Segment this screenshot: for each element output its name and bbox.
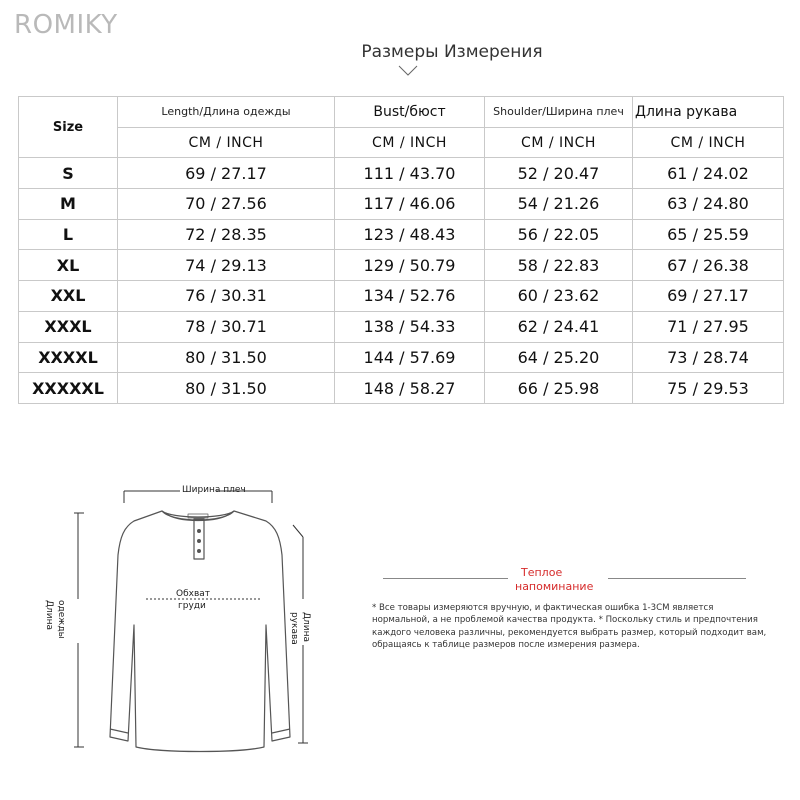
length-measure-line <box>74 513 84 747</box>
table-row <box>19 250 784 281</box>
length-cell: 70 / 27.56 <box>118 189 335 220</box>
page-title: Размеры Измерения <box>361 42 543 62</box>
length-cell: 78 / 30.71 <box>118 311 335 342</box>
shoulder-cell: 52 / 20.47 <box>485 158 633 189</box>
table-row <box>19 281 784 312</box>
size-chart-table <box>18 96 784 404</box>
header-shoulder: Shoulder/Ширина плеч <box>485 97 633 128</box>
sleeve-label-line1: Длина <box>301 612 311 643</box>
bust-cell: 134 / 52.76 <box>335 281 485 312</box>
sleeve-label-line2: рукава <box>289 612 299 645</box>
length-cell: 80 / 31.50 <box>118 373 335 404</box>
length-label-line1: Длина <box>44 600 54 631</box>
length-cell: 72 / 28.35 <box>118 219 335 250</box>
reminder-title-line2: напоминание <box>515 580 594 593</box>
shoulder-cell: 66 / 25.98 <box>485 373 633 404</box>
table-row <box>19 373 784 404</box>
size-cell: XXL <box>19 281 118 312</box>
shoulder-cell: 58 / 22.83 <box>485 250 633 281</box>
size-cell: XXXL <box>19 311 118 342</box>
bust-cell: 117 / 46.06 <box>335 189 485 220</box>
unit-sleeve: CM / INCH <box>633 127 784 158</box>
table-row <box>19 158 784 189</box>
shoulder-label: Ширина плеч <box>182 485 246 495</box>
length-cell: 80 / 31.50 <box>118 342 335 373</box>
length-cell: 76 / 30.31 <box>118 281 335 312</box>
unit-bust: CM / INCH <box>335 127 485 158</box>
chevron-down-icon <box>398 64 418 78</box>
reminder-title <box>515 566 593 594</box>
length-label-line2: одежды <box>56 600 66 639</box>
brand-logo: ROMIKY <box>14 10 118 40</box>
size-cell: M <box>19 189 118 220</box>
reminder-text: * Все товары измеряются вручную, и фактическая ошибка 1-3CM является нормальной, а не проблемой качества продукта. * Поскольку стиль и предпочтения каждого человека различны, рекомендуется выбрать размер, который подходит вам, обращаясь к таблице размеров после измерения размера. <box>372 603 767 651</box>
sleeve-cell: 71 / 27.95 <box>633 311 784 342</box>
header-length: Length/Длина одежды <box>118 97 335 128</box>
header-sleeve: Длина рукава <box>633 97 784 128</box>
sleeve-cell: 75 / 29.53 <box>633 373 784 404</box>
size-cell: XXXXL <box>19 342 118 373</box>
reminder-title-line1: Теплое <box>521 566 563 579</box>
shoulder-cell: 62 / 24.41 <box>485 311 633 342</box>
header-row <box>19 97 784 128</box>
chest-label-line1: Обхват <box>176 589 211 599</box>
size-cell: XXXXXL <box>19 373 118 404</box>
bust-cell: 138 / 54.33 <box>335 311 485 342</box>
table-row <box>19 311 784 342</box>
bust-cell: 123 / 48.43 <box>335 219 485 250</box>
length-cell: 74 / 29.13 <box>118 250 335 281</box>
table-row <box>19 189 784 220</box>
shoulder-cell: 64 / 25.20 <box>485 342 633 373</box>
chest-label-line2: груди <box>178 601 206 611</box>
sleeve-cell: 61 / 24.02 <box>633 158 784 189</box>
bust-cell: 111 / 43.70 <box>335 158 485 189</box>
header-size: Size <box>19 97 118 158</box>
shirt-outline <box>110 511 290 752</box>
reminder-divider-left <box>383 578 508 579</box>
sleeve-cell: 65 / 25.59 <box>633 219 784 250</box>
unit-shoulder: CM / INCH <box>485 127 633 158</box>
shoulder-cell: 54 / 21.26 <box>485 189 633 220</box>
size-cell: L <box>19 219 118 250</box>
reminder-divider-right <box>608 578 746 579</box>
sleeve-cell: 63 / 24.80 <box>633 189 784 220</box>
bust-cell: 129 / 50.79 <box>335 250 485 281</box>
size-cell: S <box>19 158 118 189</box>
shoulder-cell: 60 / 23.62 <box>485 281 633 312</box>
sleeve-cell: 67 / 26.38 <box>633 250 784 281</box>
table-row <box>19 342 784 373</box>
size-cell: XL <box>19 250 118 281</box>
unit-row <box>19 127 784 158</box>
length-cell: 69 / 27.17 <box>118 158 335 189</box>
header-bust: Bust/бюст <box>335 97 485 128</box>
unit-length: CM / INCH <box>118 127 335 158</box>
bust-cell: 148 / 58.27 <box>335 373 485 404</box>
table-row <box>19 219 784 250</box>
shoulder-cell: 56 / 22.05 <box>485 219 633 250</box>
sleeve-cell: 69 / 27.17 <box>633 281 784 312</box>
bust-cell: 144 / 57.69 <box>335 342 485 373</box>
sleeve-cell: 73 / 28.74 <box>633 342 784 373</box>
